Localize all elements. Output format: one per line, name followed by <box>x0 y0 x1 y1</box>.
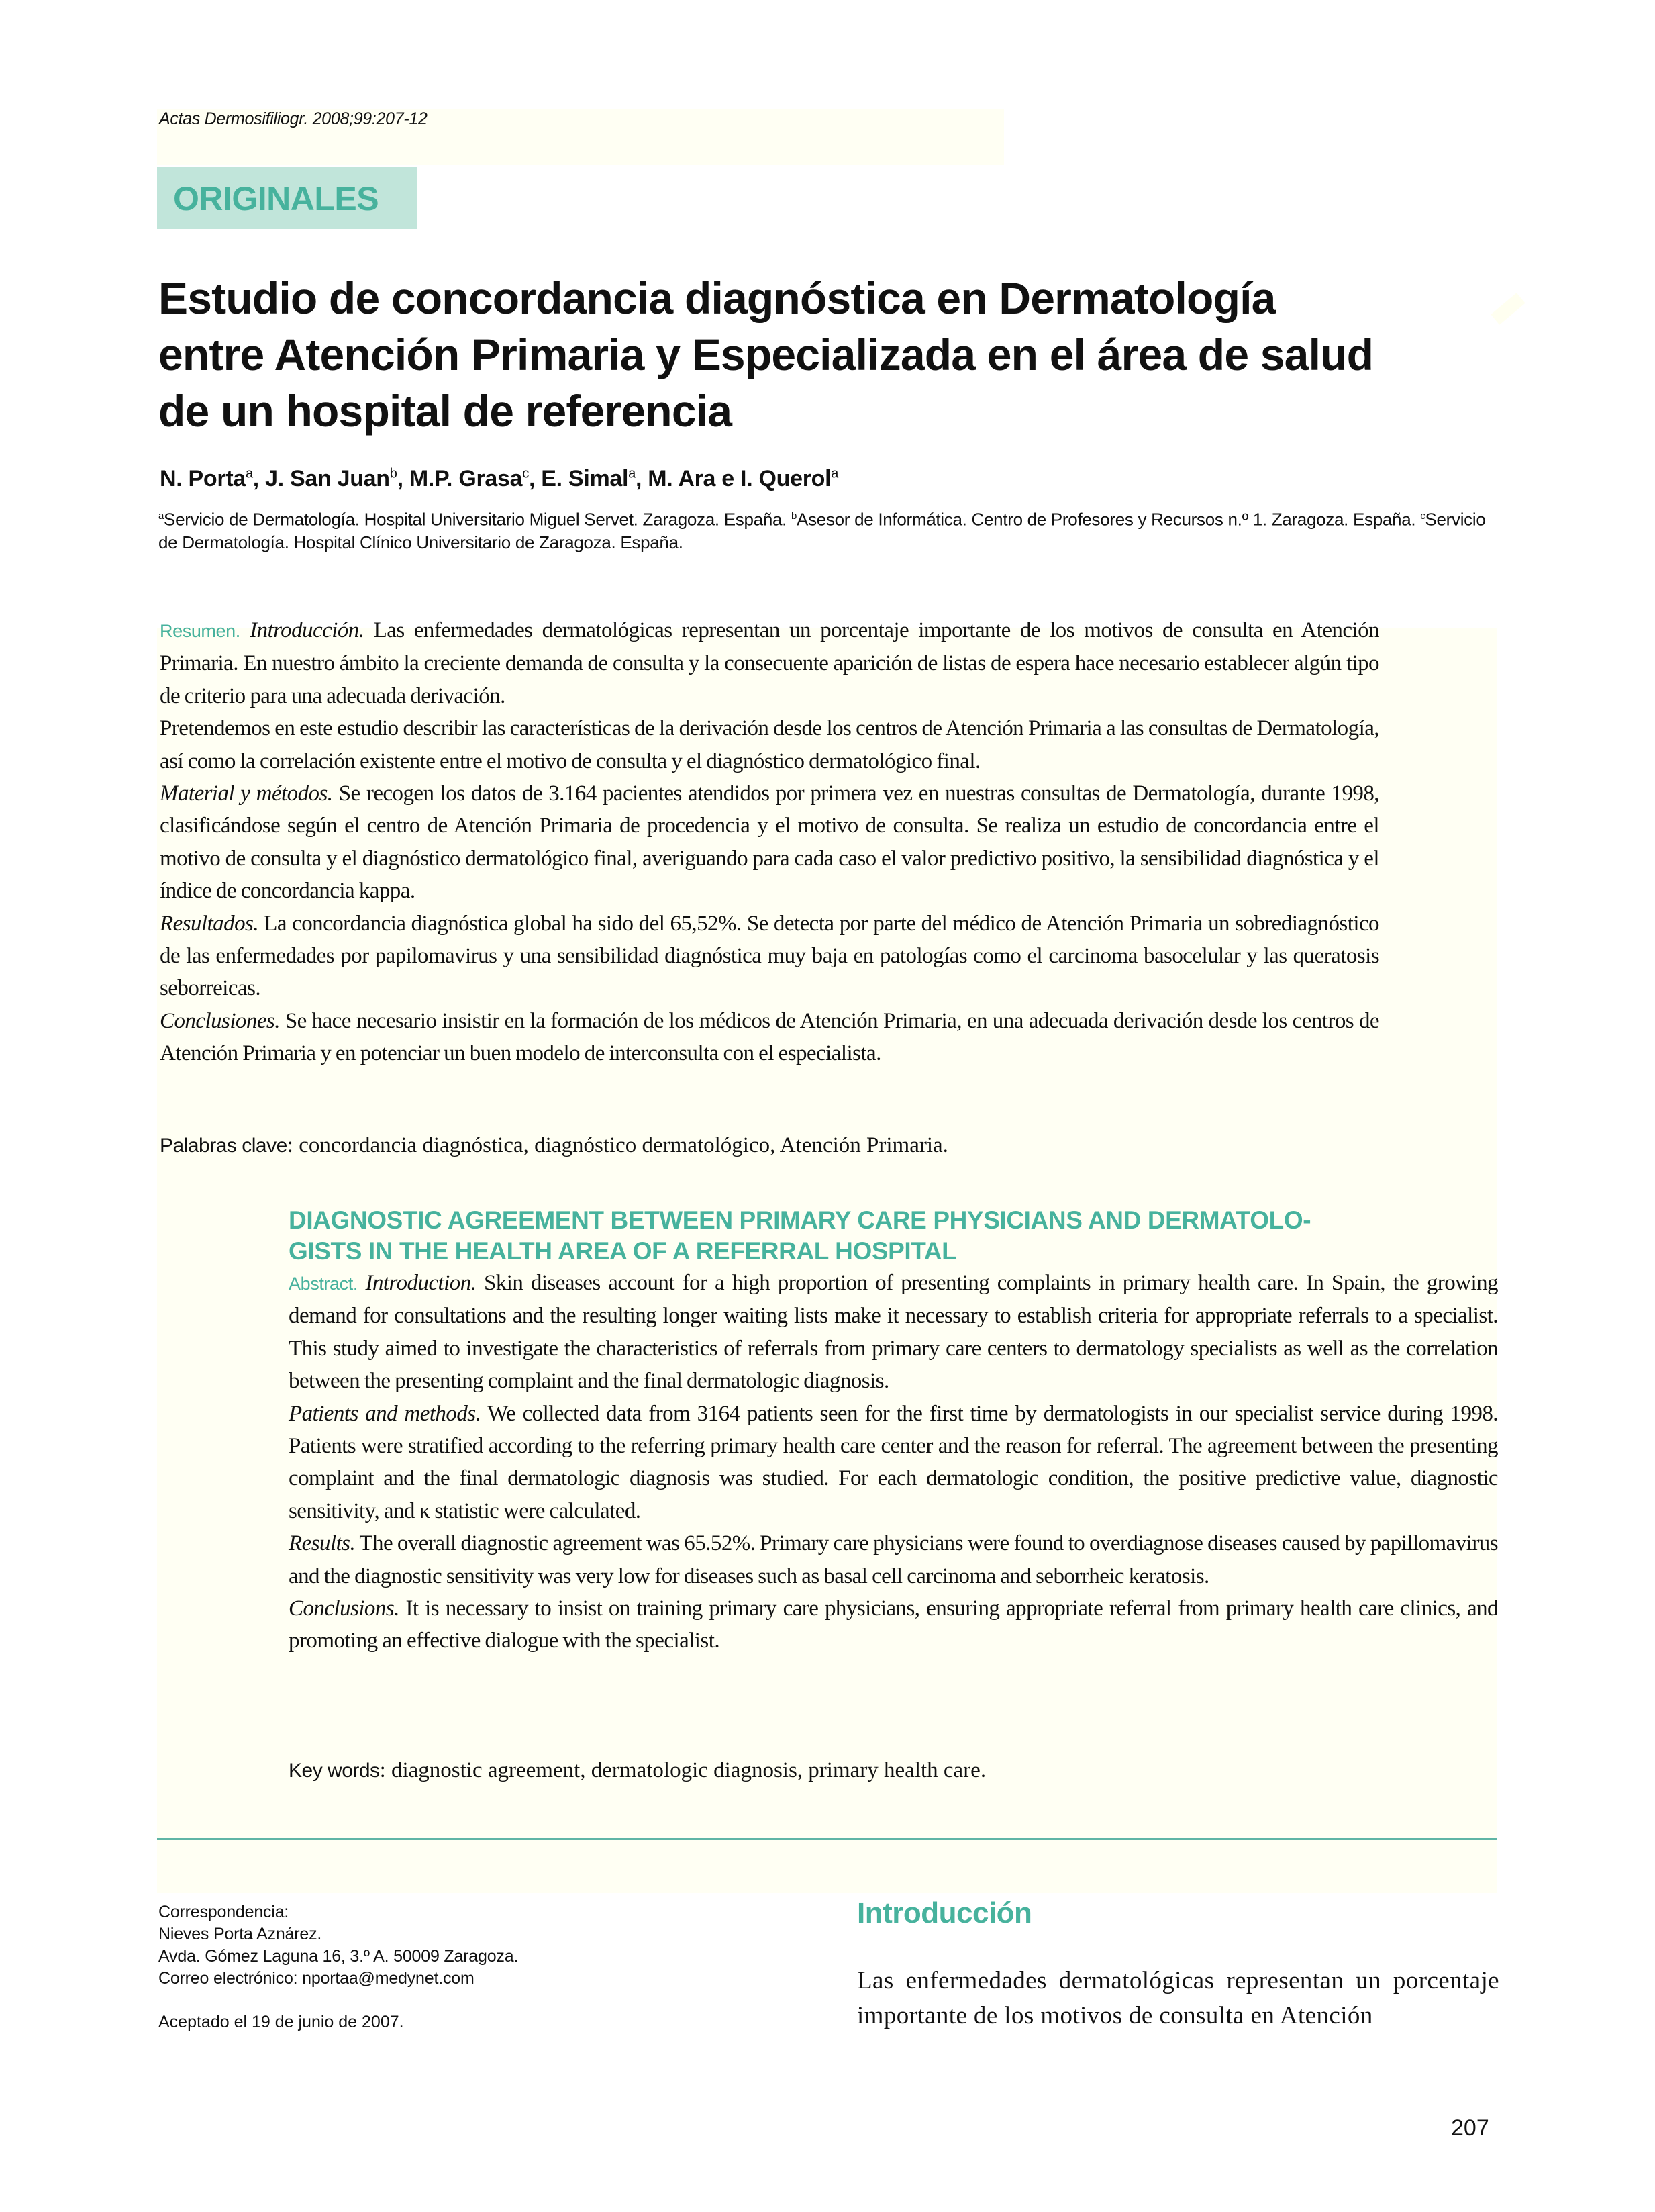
introduction-label: Introduction. <box>365 1271 477 1295</box>
affiliation-mark: b <box>389 466 397 481</box>
separator: , <box>635 466 648 491</box>
english-title-line: DIAGNOSTIC AGREEMENT BETWEEN PRIMARY CARE PHYSICIANS AND DERMATOLO- <box>289 1206 1311 1234</box>
separator: , <box>252 466 266 491</box>
key-words-label: Key words <box>289 1760 380 1782</box>
affiliation-mark: b <box>791 510 797 522</box>
methods-text: We collected data from 3164 patients seen for the first time by dermatologists in our specialist service during 1998. Patients were stratified according to the referring primary health care center and the reason for referral. The agreement between the presenting complaint and the final dermatologic diagnosis was studied. For each dermatologic condition, the positive predictive value, diagnostic sensitivity, and κ statistic were calculated. <box>289 1401 1499 1523</box>
introduccion-label: Introducción. <box>250 618 364 642</box>
page-number: 207 <box>1451 2115 1489 2141</box>
resumen-resultados <box>160 908 1379 1005</box>
separator: , <box>397 466 409 491</box>
affiliation-mark: a <box>831 466 839 481</box>
article-title <box>158 270 1487 439</box>
affiliation-mark: a <box>628 466 636 481</box>
author: N. Porta <box>160 466 246 491</box>
affiliation-mark: c <box>522 466 529 481</box>
author: E. Simal <box>541 466 629 491</box>
author: M. Ara <box>648 466 716 491</box>
english-title-line: GISTS IN THE HEALTH AREA OF A REFERRAL HOSPITAL <box>289 1237 957 1265</box>
resumen-introduccion <box>160 614 1379 712</box>
conclusiones-text: Se hace necesario insistir en la formación de los médicos de Atención Primaria, en una adecuada derivación desde los centros de Atención Primaria y en potenciar un buen modelo de interconsulta con el especialista. <box>160 1008 1379 1066</box>
introduction-text: Skin diseases account for a high proportion of presenting complaints in primary health care. In Spain, the growing demand for consultations and the resulting longer waiting lists make it necessary to establish criteria for appropriate referrals to a specialist. This study aimed to investigate the characteristics of referrals from primary care centers to dermatology specialists as well as the correlation between the presenting complaint and the final dermatologic diagnosis. <box>289 1271 1498 1394</box>
author: J. San Juan <box>265 466 390 491</box>
separator: , <box>528 466 542 491</box>
introduccion-heading: Introducción <box>857 1896 1032 1929</box>
title-line: Estudio de concordancia diagnóstica en Dermatología <box>158 273 1276 323</box>
palabras-clave <box>160 1129 1379 1162</box>
correspondence-address: Avda. Gómez Laguna 16, 3.º A. 50009 Zaragoza. <box>158 1947 519 1966</box>
section-label: ORIGINALES <box>173 180 379 218</box>
english-title <box>289 1205 1497 1267</box>
separator: e <box>715 466 741 491</box>
abstract-methods <box>289 1398 1498 1528</box>
resumen-label: Resumen. <box>160 621 240 641</box>
abstract-section <box>289 1267 1498 1657</box>
conclusions-text: It is necessary to insist on training primary care physicians, ensuring appropriate referral from primary health care clinics, and promoting an effective dialogue with the specialist. <box>289 1596 1498 1653</box>
metodos-label: Material y métodos. <box>160 781 333 806</box>
conclusiones-label: Conclusiones. <box>160 1008 280 1033</box>
key-words <box>289 1754 1498 1787</box>
affiliation-mark: c <box>1420 510 1425 522</box>
key-words-text: : diagnostic agreement, dermatologic diagnosis, primary health care. <box>379 1758 987 1782</box>
methods-label: Patients and methods. <box>289 1401 481 1426</box>
title-line: entre Atención Primaria y Especializada en el área de salud <box>158 330 1374 379</box>
section-badge <box>157 167 417 229</box>
correspondence-email[interactable]: Correo electrónico: nportaa@medynet.com <box>158 1969 474 1988</box>
author-list <box>160 466 838 492</box>
author: I. Querol <box>740 466 832 491</box>
introduccion-body: Las enfermedades dermatológicas representan un porcentaje importante de los motivos de consulta en Atención <box>857 1967 1499 2029</box>
correspondence-name: Nieves Porta Aznárez. <box>158 1925 322 1943</box>
affiliation-text: Servicio de Dermatología. Hospital Clínico Universitario de Zaragoza. España. <box>158 509 1486 552</box>
journal-reference: Actas Dermosifiliogr. 2008;99:207-12 <box>159 109 428 128</box>
results-text: The overall diagnostic agreement was 65.52%. Primary care physicians were found to overdiagnose diseases caused by papillomavirus and the diagnostic sensitivity was very low for diseases such as basal cell carcinoma and seborrheic keratosis. <box>289 1531 1498 1588</box>
author: M.P. Grasa <box>409 466 523 491</box>
metodos-text: Se recogen los datos de 3.164 pacientes atendidos por primera vez en nuestras consultas de Dermatología, durante 1998, clasificándose según el centro de Atención Primaria de procedencia y el motivo de consulta. Se realiza un estudio de concordancia entre el motivo de consulta y el diagnóstico dermatológico final, averiguando para cada caso el valor predictivo positivo, la sensibilidad diagnóstica y el índice de concordancia kappa. <box>160 781 1379 904</box>
title-line: de un hospital de referencia <box>158 386 732 436</box>
affiliation-text: Asesor de Informática. Centro de Profesores y Recursos n.º 1. Zaragoza. España. <box>797 509 1421 530</box>
section-divider <box>157 1838 1497 1840</box>
abstract-label: Abstract. <box>289 1273 358 1294</box>
abstract-conclusions <box>289 1592 1498 1657</box>
introduccion-text: Las enfermedades dermatológicas representan un porcentaje importante de los motivos de consulta en Atención Primaria. En nuestro ámbito la creciente demanda de consulta y la consecuente aparición de listas de espera hace necesario establecer algún tipo de criterio para una adecuada derivación. <box>160 618 1379 708</box>
decorative-mark <box>1491 293 1525 324</box>
conclusions-label: Conclusions. <box>289 1596 399 1621</box>
abstract-introduction <box>289 1267 1498 1398</box>
correspondence <box>158 1901 518 1990</box>
resultados-label: Resultados. <box>160 911 259 936</box>
accepted-date: Aceptado el 19 de junio de 2007. <box>158 2013 404 2031</box>
correspondence-label: Correspondencia: <box>158 1903 289 1921</box>
palabras-clave-label: Palabras clave <box>160 1135 287 1157</box>
abstract-results <box>289 1527 1498 1592</box>
affiliations <box>158 505 1501 554</box>
palabras-clave-text: : concordancia diagnóstica, diagnóstico dermatológico, Atención Primaria. <box>287 1133 948 1157</box>
resumen-metodos <box>160 777 1379 908</box>
resumen-conclusiones <box>160 1005 1379 1070</box>
affiliation-mark: a <box>158 510 164 522</box>
resumen-objetivo: Pretendemos en este estudio describir las características de la derivación desde los centros de Atención Primaria a las consultas de Dermatología, así como la correlación existente entre el motivo de consulta y el diagnóstico dermatológico final. <box>160 716 1379 773</box>
resultados-text: La concordancia diagnóstica global ha sido del 65,52%. Se detecta por parte del médico de Atención Primaria un sobrediagnóstico de las enfermedades por papilomavirus y una sensibilidad diagnóstica muy baja en patologías como el carcinoma basocelular y las queratosis seborreicas. <box>160 911 1379 1001</box>
results-label: Results. <box>289 1531 356 1556</box>
affiliation-mark: a <box>245 466 253 481</box>
affiliation-text: Servicio de Dermatología. Hospital Universitario Miguel Servet. Zaragoza. España. <box>164 509 791 530</box>
resumen-section <box>160 614 1379 1070</box>
